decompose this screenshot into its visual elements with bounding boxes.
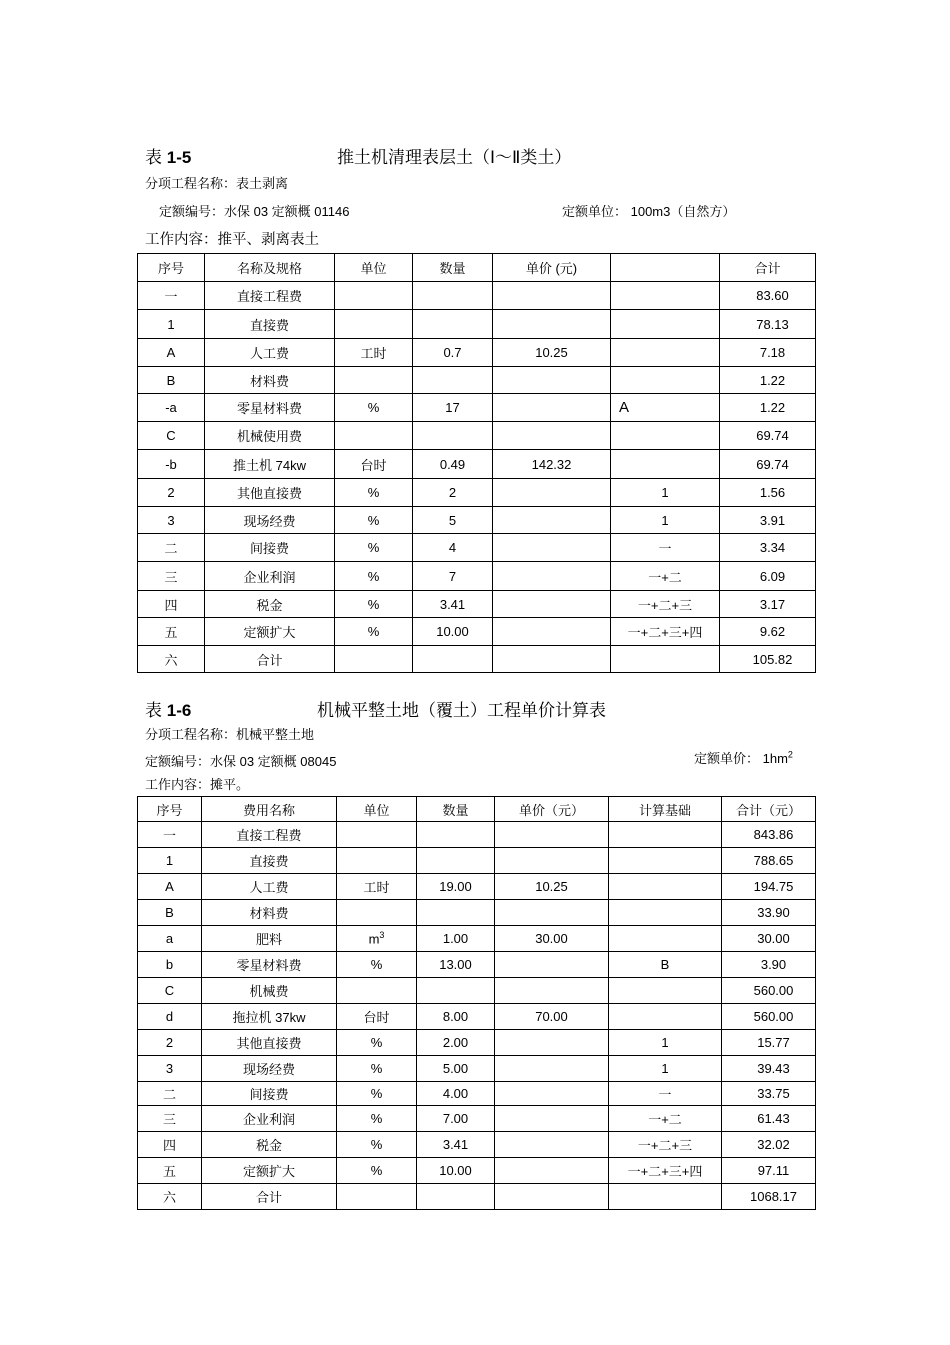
table-cell: 间接费 — [202, 1082, 337, 1106]
table-cell — [493, 282, 611, 310]
table-cell: A — [138, 339, 205, 367]
table-cell: 2 — [138, 479, 205, 507]
table-cell: 3.41 — [417, 1132, 495, 1158]
table-row — [138, 1082, 816, 1106]
table-cell: 五 — [138, 618, 205, 646]
table-cell: 直接费 — [205, 310, 335, 339]
table-cell: 拖拉机 37kw — [202, 1004, 337, 1030]
table-cell: 定额扩大 — [205, 618, 335, 646]
table-cell: 直接工程费 — [202, 822, 337, 848]
table-cell: 推土机 74kw — [205, 450, 335, 479]
table-cell — [609, 874, 722, 900]
table-row — [138, 1132, 816, 1158]
table-cell: 现场经费 — [202, 1056, 337, 1082]
table-cell: 一+二+三+四 — [609, 1158, 722, 1184]
table-cell — [611, 339, 720, 367]
table-cell: 7.00 — [417, 1106, 495, 1132]
table-cell: A — [611, 394, 720, 422]
table-cell — [493, 562, 611, 591]
table-cell: 2 — [138, 1030, 202, 1056]
table-cell: 三 — [138, 1106, 202, 1132]
table-cell — [495, 1056, 609, 1082]
table-cell: B — [138, 900, 202, 926]
header-row — [138, 797, 816, 822]
table-cell: 五 — [138, 1158, 202, 1184]
subitem-name: 分项工程名称：机械平整土地 — [145, 727, 315, 742]
table-cell: 83.60 — [720, 282, 816, 310]
table-cell — [337, 848, 417, 874]
table-cell: 机械使用费 — [205, 422, 335, 450]
table-cell — [495, 952, 609, 978]
table-cell: 0.49 — [413, 450, 493, 479]
table-cell: 3.90 — [722, 952, 816, 978]
quota-code: 定额编号：水保 03 定额概 01146 — [159, 204, 350, 219]
table-cell: 19.00 — [417, 874, 495, 900]
table-cell: A — [138, 874, 202, 900]
table-cell — [611, 310, 720, 339]
table-cell: 1.56 — [720, 479, 816, 507]
table-cell: -b — [138, 450, 205, 479]
table-cell: 69.74 — [720, 450, 816, 479]
table-cell: -a — [138, 394, 205, 422]
table-cell — [611, 646, 720, 673]
table-cell: 560.00 — [722, 1004, 816, 1030]
header-cell: 费用名称 — [202, 797, 337, 822]
table-row — [138, 591, 816, 618]
table-cell: 现场经费 — [205, 507, 335, 534]
table-cell: 10.25 — [493, 339, 611, 367]
table-cell — [493, 534, 611, 562]
header-cell: 单位 — [337, 797, 417, 822]
table-cell: 70.00 — [495, 1004, 609, 1030]
table-cell — [337, 926, 417, 952]
table-row — [138, 367, 816, 394]
table-cell — [609, 978, 722, 1004]
table-cell: 843.86 — [722, 822, 816, 848]
table-row — [138, 1056, 816, 1082]
table-cell — [495, 978, 609, 1004]
table-cell — [611, 282, 720, 310]
table-cell: 1 — [138, 310, 205, 339]
table-cell: b — [138, 952, 202, 978]
table-cell: 一+二+三 — [611, 591, 720, 618]
table-cell — [493, 422, 611, 450]
table-row — [138, 310, 816, 339]
table-cell: 10.25 — [495, 874, 609, 900]
table-cell — [495, 1184, 609, 1210]
table-cell: C — [138, 422, 205, 450]
table-cell — [609, 848, 722, 874]
table-cell: 一 — [138, 822, 202, 848]
table-cell: 一 — [609, 1082, 722, 1106]
table-cell — [337, 978, 417, 1004]
table-cell: 三 — [138, 562, 205, 591]
table-cell: 材料费 — [202, 900, 337, 926]
table-row — [138, 394, 816, 422]
table-cell — [609, 900, 722, 926]
table-cell: % — [335, 591, 413, 618]
table-cell: 1 — [611, 479, 720, 507]
table-cell: 10.00 — [417, 1158, 495, 1184]
table-cell: % — [337, 952, 417, 978]
table-cell: 税金 — [205, 591, 335, 618]
table-row — [138, 534, 816, 562]
table-cell — [611, 422, 720, 450]
table-row — [138, 618, 816, 646]
table-cell: % — [335, 507, 413, 534]
table-cell: 5 — [413, 507, 493, 534]
table-cell: % — [337, 1030, 417, 1056]
table-cell: 3 — [138, 1056, 202, 1082]
table-cell: % — [337, 1106, 417, 1132]
table-cell — [337, 1184, 417, 1210]
table-cell — [335, 367, 413, 394]
table-row — [138, 978, 816, 1004]
quota-unit: 定额单位： 100m3（自然方） — [562, 204, 736, 219]
header-cell: 序号 — [138, 254, 205, 282]
table-row — [138, 822, 816, 848]
table-cell: 人工费 — [205, 339, 335, 367]
header-cell: 数量 — [413, 254, 493, 282]
table-cell: 0.7 — [413, 339, 493, 367]
table-cell: 一+二+三+四 — [611, 618, 720, 646]
table-label: 表 1-5 — [145, 148, 192, 167]
table-cell: % — [335, 479, 413, 507]
table-cell: 四 — [138, 591, 205, 618]
table-cell: 1 — [609, 1030, 722, 1056]
table-cell: 企业利润 — [205, 562, 335, 591]
table-cell: 六 — [138, 1184, 202, 1210]
table-cell — [335, 422, 413, 450]
table-cell: 13.00 — [417, 952, 495, 978]
table-cell: 一 — [611, 534, 720, 562]
table-cell: 69.74 — [720, 422, 816, 450]
table-cell: 97.11 — [722, 1158, 816, 1184]
table-1-5 — [137, 253, 816, 673]
table-cell: 1068.17 — [722, 1184, 816, 1210]
table-cell: 39.43 — [722, 1056, 816, 1082]
table-cell: 32.02 — [722, 1132, 816, 1158]
table-cell — [335, 282, 413, 310]
header-cell: 名称及规格 — [205, 254, 335, 282]
table-row — [138, 1184, 816, 1210]
table-cell: 78.13 — [720, 310, 816, 339]
table-cell: 3.17 — [720, 591, 816, 618]
table-cell — [417, 848, 495, 874]
table-cell — [495, 822, 609, 848]
table-cell: 其他直接费 — [202, 1030, 337, 1056]
table-1-5-title-row — [137, 143, 815, 167]
table-cell: % — [337, 1082, 417, 1106]
table-cell: 税金 — [202, 1132, 337, 1158]
table-cell: 10.00 — [413, 618, 493, 646]
quota-code: 定额编号：水保 03 定额概 08045 — [145, 754, 337, 769]
table-cell — [493, 618, 611, 646]
table-cell: 一+二 — [611, 562, 720, 591]
table-row — [138, 848, 816, 874]
table-cell: B — [138, 367, 205, 394]
header-cell: 合计（元） — [722, 797, 816, 822]
table-cell: 1 — [609, 1056, 722, 1082]
table-cell: 二 — [138, 1082, 202, 1106]
table-row — [138, 874, 816, 900]
table-cell: 工时 — [335, 339, 413, 367]
table-cell: 1 — [611, 507, 720, 534]
table-row — [138, 479, 816, 507]
work-content: 工作内容：摊平。 — [145, 777, 250, 792]
table-cell — [609, 1184, 722, 1210]
table-1-6 — [137, 796, 816, 1210]
table-cell — [611, 367, 720, 394]
table-cell — [337, 900, 417, 926]
table-cell: 一+二+三 — [609, 1132, 722, 1158]
header-cell: 单位 — [335, 254, 413, 282]
table-cell: 33.90 — [722, 900, 816, 926]
table-cell: % — [337, 1056, 417, 1082]
header-cell: 序号 — [138, 797, 202, 822]
table-cell — [493, 591, 611, 618]
table-cell: 2.00 — [417, 1030, 495, 1056]
table-row — [138, 450, 816, 479]
header-cell: 计算基础 — [609, 797, 722, 822]
table-title: 机械平整土地（覆土）工程单价计算表 — [317, 701, 606, 721]
table-row — [138, 926, 816, 952]
header-row — [138, 254, 816, 282]
table-cell — [495, 1082, 609, 1106]
table-cell: 194.75 — [722, 874, 816, 900]
header-cell: 数量 — [417, 797, 495, 822]
unit-superscript: 3 — [379, 930, 385, 941]
table-row — [138, 1106, 816, 1132]
table-1-6-title-row — [137, 696, 815, 720]
table-cell — [495, 900, 609, 926]
table-cell: 1.22 — [720, 394, 816, 422]
table-cell: 1 — [138, 848, 202, 874]
table-row — [138, 1030, 816, 1056]
table-cell — [335, 310, 413, 339]
work-content: 工作内容：推平、剥离表土 — [145, 232, 319, 248]
table-row — [138, 562, 816, 591]
table-cell — [493, 507, 611, 534]
table-cell: 3.41 — [413, 591, 493, 618]
table-cell: 788.65 — [722, 848, 816, 874]
table-cell: 企业利润 — [202, 1106, 337, 1132]
table-cell — [413, 310, 493, 339]
table-cell — [495, 848, 609, 874]
table-cell: 直接工程费 — [205, 282, 335, 310]
table-cell: % — [337, 1158, 417, 1184]
table-cell: 3.34 — [720, 534, 816, 562]
table-cell: % — [337, 1132, 417, 1158]
table-row — [138, 646, 816, 673]
table-cell: 直接费 — [202, 848, 337, 874]
header-cell: 合计 — [720, 254, 816, 282]
table-cell: d — [138, 1004, 202, 1030]
table-label: 表 1-6 — [145, 701, 192, 720]
table-cell: 1.00 — [417, 926, 495, 952]
table-cell: 2 — [413, 479, 493, 507]
header-cell: 单价 (元) — [493, 254, 611, 282]
table-row — [138, 1004, 816, 1030]
table-row — [138, 507, 816, 534]
table-cell: 一+二 — [609, 1106, 722, 1132]
subitem-name: 分项工程名称：表土剥离 — [145, 176, 289, 191]
table-cell: 30.00 — [722, 926, 816, 952]
table-cell: 105.82 — [720, 646, 816, 673]
table-cell: 四 — [138, 1132, 202, 1158]
table-cell: 机械费 — [202, 978, 337, 1004]
table-cell: 3.91 — [720, 507, 816, 534]
table-cell: 7.18 — [720, 339, 816, 367]
table-cell: 1.22 — [720, 367, 816, 394]
table-row — [138, 339, 816, 367]
header-cell: 单价（元） — [495, 797, 609, 822]
table-cell: 肥料 — [202, 926, 337, 952]
table-cell: 台时 — [335, 450, 413, 479]
table-cell: 61.43 — [722, 1106, 816, 1132]
table-title: 推土机清理表层土（Ⅰ～Ⅱ类土） — [337, 148, 572, 168]
table-cell — [335, 646, 413, 673]
table-cell: 合计 — [205, 646, 335, 673]
table-cell — [493, 479, 611, 507]
table-cell — [609, 1004, 722, 1030]
table-cell: 人工费 — [202, 874, 337, 900]
table-cell — [495, 1030, 609, 1056]
table-cell: 合计 — [202, 1184, 337, 1210]
table-cell: % — [335, 534, 413, 562]
table-cell — [493, 394, 611, 422]
table-cell: 142.32 — [493, 450, 611, 479]
table-cell: 零星材料费 — [205, 394, 335, 422]
table-cell — [337, 822, 417, 848]
table-cell: 560.00 — [722, 978, 816, 1004]
table-cell: 8.00 — [417, 1004, 495, 1030]
table-cell — [417, 978, 495, 1004]
unit-base: m — [368, 931, 380, 947]
table-cell: 5.00 — [417, 1056, 495, 1082]
table-cell: 15.77 — [722, 1030, 816, 1056]
table-row — [138, 900, 816, 926]
table-cell: C — [138, 978, 202, 1004]
table-cell: 六 — [138, 646, 205, 673]
table-cell — [495, 1132, 609, 1158]
table-cell: 4.00 — [417, 1082, 495, 1106]
table-cell — [493, 367, 611, 394]
table-cell: 零星材料费 — [202, 952, 337, 978]
table-cell: 二 — [138, 534, 205, 562]
table-cell — [417, 900, 495, 926]
table-cell — [417, 822, 495, 848]
table-cell: 17 — [413, 394, 493, 422]
table-row — [138, 1158, 816, 1184]
table-cell: % — [335, 394, 413, 422]
table-cell — [493, 310, 611, 339]
table-cell: 4 — [413, 534, 493, 562]
table-row — [138, 282, 816, 310]
table-cell: 9.62 — [720, 618, 816, 646]
table-cell: 材料费 — [205, 367, 335, 394]
table-cell: 工时 — [337, 874, 417, 900]
table-cell: 定额扩大 — [202, 1158, 337, 1184]
header-cell — [611, 254, 720, 282]
table-cell: 6.09 — [720, 562, 816, 591]
table-cell: 一 — [138, 282, 205, 310]
table-cell: 其他直接费 — [205, 479, 335, 507]
table-row — [138, 422, 816, 450]
table-cell — [413, 367, 493, 394]
table-cell: 间接费 — [205, 534, 335, 562]
table-cell: 3 — [138, 507, 205, 534]
table-cell: 台时 — [337, 1004, 417, 1030]
table-cell: 7 — [413, 562, 493, 591]
table-cell — [609, 926, 722, 952]
table-cell — [417, 1184, 495, 1210]
table-cell: a — [138, 926, 202, 952]
table-cell — [495, 1158, 609, 1184]
table-cell: B — [609, 952, 722, 978]
table-cell — [493, 646, 611, 673]
quota-unit: 定额单价： $1hm^2$ — [694, 749, 793, 766]
table-cell: 33.75 — [722, 1082, 816, 1106]
table-cell — [611, 450, 720, 479]
table-cell: % — [335, 562, 413, 591]
table-cell — [413, 646, 493, 673]
table-cell — [413, 282, 493, 310]
table-cell — [609, 822, 722, 848]
table-cell — [495, 1106, 609, 1132]
table-cell — [413, 422, 493, 450]
table-cell: % — [335, 618, 413, 646]
table-cell: 30.00 — [495, 926, 609, 952]
table-row — [138, 952, 816, 978]
